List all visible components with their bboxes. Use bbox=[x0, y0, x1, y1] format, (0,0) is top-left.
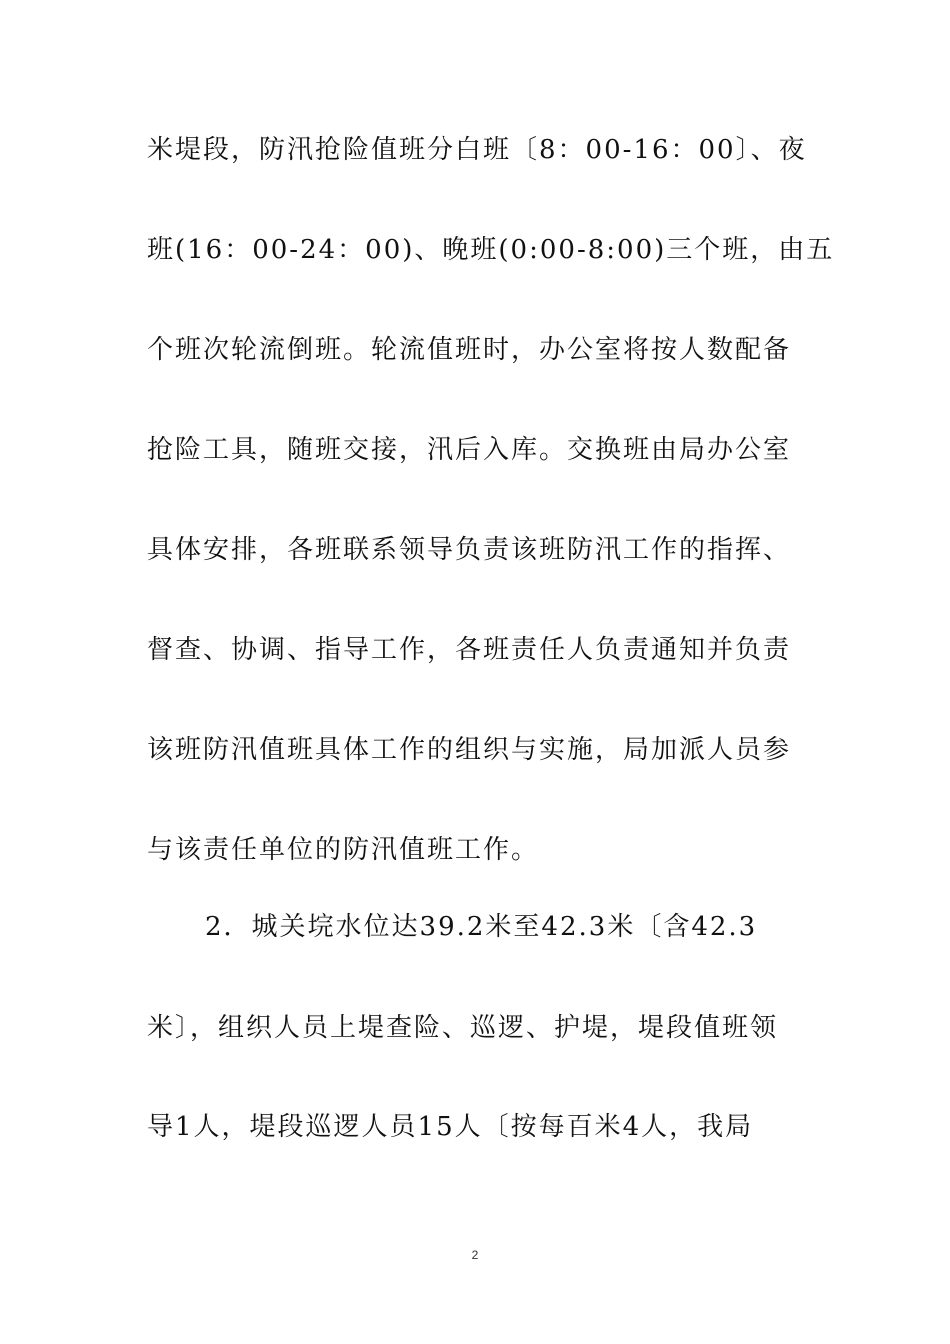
text-line: 该班防汛值班具体工作的组织与实施，局加派人员参 bbox=[147, 735, 792, 765]
text-line: 抢险工具，随班交接，汛后入库。交换班由局办公室 bbox=[147, 435, 792, 465]
text-line: 米〕，组织人员上堤查险、巡逻、护堤，堤段值班领 bbox=[147, 1013, 779, 1043]
paragraph-start-line: 2．城关垸水位达39.2米至42.3米〔含42.3 bbox=[205, 912, 758, 942]
text-line: 米堤段，防汛抢险值班分白班〔8：00-16：00〕、夜 bbox=[147, 135, 807, 165]
text-line: 班(16：00-24：00)、晚班(0:00-8:00)三个班，由五 bbox=[147, 235, 835, 265]
text-line: 个班次轮流倒班。轮流值班时，办公室将按人数配备 bbox=[147, 335, 792, 365]
text-line: 督查、协调、指导工作，各班责任人负责通知并负责 bbox=[147, 635, 792, 665]
text-line: 导1人，堤段巡逻人员15人〔按每百米4人，我局 bbox=[147, 1112, 754, 1142]
text-line: 具体安排，各班联系领导负责该班防汛工作的指挥、 bbox=[147, 535, 792, 565]
text-line: 与该责任单位的防汛值班工作。 bbox=[147, 835, 540, 865]
page-number: 2 bbox=[471, 1248, 479, 1262]
